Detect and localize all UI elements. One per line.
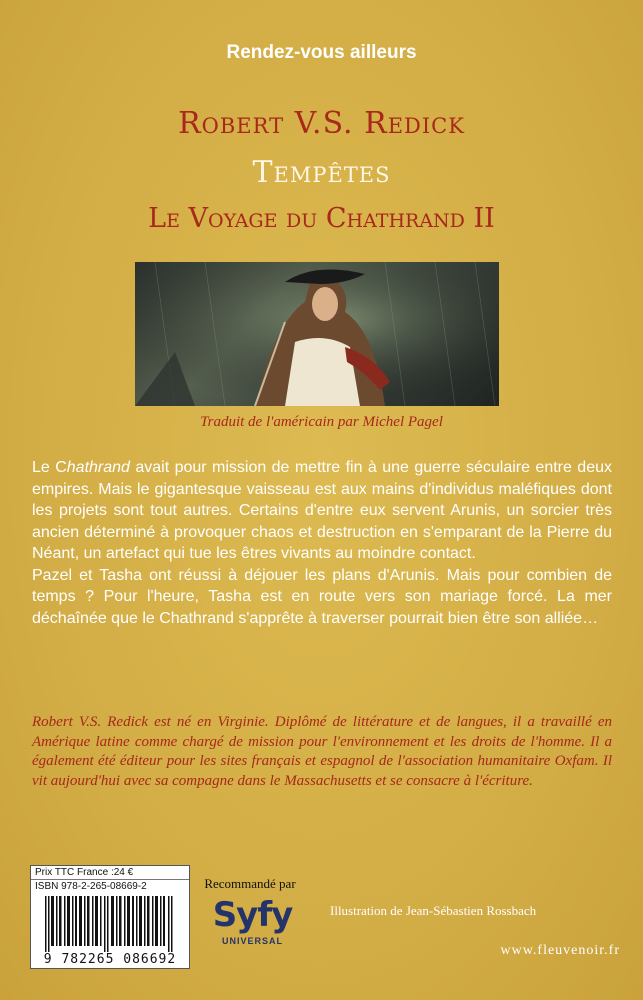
illustration-credit: Illustration de Jean-Sébastien Rossbach xyxy=(330,903,537,918)
blurb-paragraph-1: Le Chathrand avait pour mission de mettre fin à une guerre séculaire entre deux empires. Mais le gigantesque vaisseau est aux mains d'individus maléfiques dont les projets sont tout autres. Certains d'entre eux servent Arunis, un sorcier très ancien déterminé à provoquer chaos et destruction en s'emparant de la Pierre du Néant, un artefact qui tue les êtres vivants au moindre contact. xyxy=(32,459,612,562)
translator-credit: Traduit de l'américain par Michel Pagel xyxy=(200,414,443,430)
barcode-box xyxy=(30,865,190,969)
blurb-paragraph-2: Pazel et Tasha ont réussi à déjouer les plans d'Arunis. Mais pour combien de temps ? Pour l'heure, Tasha est en route vers son mariage forcé. La mer déchaînée que le Chathrand s'apprête à traverser pourrait bien être son alliée… xyxy=(32,566,612,627)
barcode-digits: 9 782265 086692 xyxy=(43,952,177,967)
syfy-logo: Syfy xyxy=(212,895,293,935)
author-name: Robert V.S. Redick xyxy=(178,106,465,141)
series-name: Rendez-vous ailleurs xyxy=(226,42,417,63)
recommended-by-label: Recommandé par xyxy=(204,876,296,891)
syfy-logo-subtitle: UNIVERSAL xyxy=(221,936,283,946)
cover-illustration xyxy=(135,262,499,406)
author-bio: Robert V.S. Redick est né en Virginie. Diplômé de littérature et de langues, il a travaillé en Amérique latine comme chargé de mission pour l'environnement et les droits de l'homme. Il a également été éditeur pour les sites français et espagnol de l'association humanitaire Oxfam. Il vit aujourd'hui avec sa compagne dans le Massachusetts et se consacre à l'écriture. xyxy=(32,714,612,789)
isbn-label: ISBN 978-2-265-08669-2 xyxy=(35,881,147,892)
publisher-website: www.fleuvenoir.fr xyxy=(500,943,620,958)
price-label: Prix TTC France :24 € xyxy=(31,866,189,880)
book-subtitle: Le Voyage du Chathrand II xyxy=(148,203,495,234)
book-title: Tempêtes xyxy=(252,155,391,190)
barcode-icon xyxy=(37,896,183,952)
blurb xyxy=(32,457,612,629)
